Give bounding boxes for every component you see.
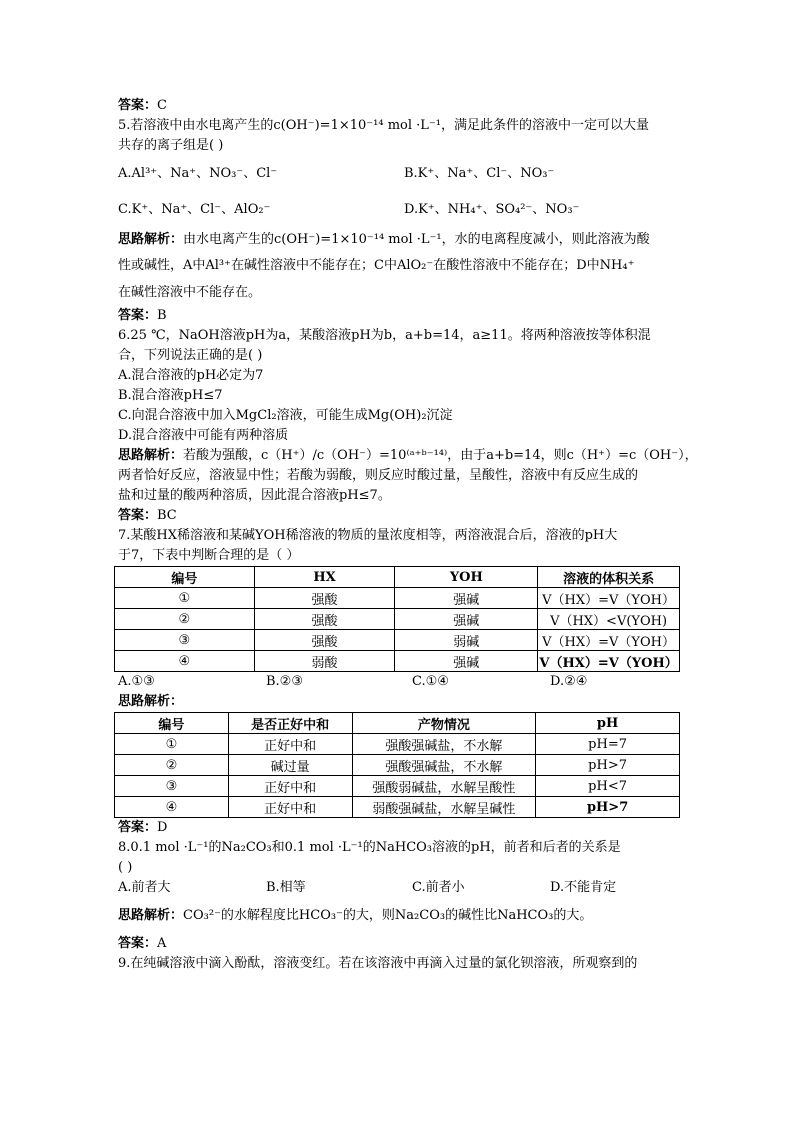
- q7-option-b: B.②③: [266, 674, 303, 689]
- q5-option-d: D.K⁺、NH₄⁺、SO₄²⁻、NO₃⁻: [404, 202, 580, 217]
- table1-cell: V（HX）=V（YOH）: [538, 651, 680, 672]
- q5-stem-line1: 5.若溶液中由水电离产生的c(OH⁻)=1×10⁻¹⁴ mol ·L⁻¹，满足此条件的溶液中一定可以大量: [118, 118, 649, 133]
- q7-option-a: A.①③: [118, 674, 155, 689]
- q7-stem-line1: 7.某酸HX稀溶液和某碱YOH稀溶液的物质的量浓度相等，两溶液混合后，溶液的pH大: [118, 528, 618, 543]
- q7-answer: 答案：D: [118, 820, 168, 835]
- table1-cell: V（HX）=V（YOH）: [538, 588, 680, 609]
- q8-option-c: C.前者小: [412, 880, 465, 895]
- table1-cell: 弱碱: [395, 630, 538, 651]
- table-row: [115, 734, 680, 755]
- table2-cell: 正好中和: [228, 734, 352, 755]
- q7-table2: [114, 712, 680, 818]
- table1-header-cell: 溶液的体积关系: [538, 567, 680, 588]
- q6-analysis-line3: 盐和过量的酸两种溶质，因此混合溶液pH≤7。: [118, 488, 391, 503]
- table2-header-cell: 编号: [115, 713, 229, 734]
- q7-stem-line2: 于7，下表中判断合理的是（ ）: [118, 548, 300, 563]
- table1-cell: ②: [115, 609, 255, 630]
- table2-cell: ③: [115, 776, 229, 797]
- table2-header-cell: 是否正好中和: [228, 713, 352, 734]
- table1-cell: 强酸: [254, 630, 395, 651]
- q5-analysis-line1: 思路解析：由水电离产生的c(OH⁻)=1×10⁻¹⁴ mol ·L⁻¹，水的电离程度减小，则此溶液为酸: [118, 232, 650, 247]
- q8-option-a: A.前者大: [118, 880, 171, 895]
- q8-analysis-line1: 思路解析：CO₃²⁻的水解程度比HCO₃⁻的大，则Na₂CO₃的碱性比NaHCO₃的大。: [118, 908, 593, 923]
- table2-cell: 强酸弱碱盐，水解呈酸性: [352, 776, 536, 797]
- table2-cell: ①: [115, 734, 229, 755]
- table1-header-row: [115, 567, 680, 588]
- q6-option-c: C.向混合溶液中加入MgCl₂溶液，可能生成Mg(OH)₂沉淀: [118, 408, 453, 423]
- table1-cell: ①: [115, 588, 255, 609]
- table2-header-cell: 产物情况: [352, 713, 536, 734]
- table1-cell: 强碱: [395, 609, 538, 630]
- table2-cell: pH<7: [536, 776, 680, 797]
- q6-stem-line1: 6.25 ℃，NaOH溶液pH为a，某酸溶液pH为b，a+b=14，a≥11。将两种溶液按等体积混: [118, 328, 651, 343]
- q5-option-c: C.K⁺、Na⁺、Cl⁻、AlO₂⁻: [118, 202, 271, 217]
- q6-analysis-line1: 思路解析：若酸为强酸，c（H⁺）/c（OH⁻）=10⁽ᵃ⁺ᵇ⁻¹⁴⁾，由于a+b=14，则c（H⁺）=c（OH⁻），: [118, 448, 698, 463]
- document-page: [118, 96, 698, 974]
- table2-header-cell: pH: [536, 713, 680, 734]
- table2-cell: pH>7: [536, 797, 680, 818]
- table1-cell: 弱酸: [254, 651, 395, 672]
- table-row: [115, 588, 680, 609]
- table2-cell: 碱过量: [228, 755, 352, 776]
- table2-cell: pH=7: [536, 734, 680, 755]
- q5-analysis-line2: 性或碱性，A中Al³⁺在碱性溶液中不能存在；C中AlO₂⁻在酸性溶液中不能存在；D中NH₄⁺: [118, 258, 635, 273]
- q5-answer: 答案：B: [118, 308, 167, 323]
- table1-cell: 强碱: [395, 651, 538, 672]
- table1-cell: V（HX）=V（YOH）: [538, 630, 680, 651]
- table2-cell: 强酸强碱盐，不水解: [352, 755, 536, 776]
- table1-cell: 强碱: [395, 588, 538, 609]
- table2-cell: 正好中和: [228, 797, 352, 818]
- q5-stem-line2: 共存的离子组是( ): [118, 138, 224, 153]
- q7-analysis-label: 思路解析：: [118, 694, 184, 709]
- table1-cell: 强酸: [254, 588, 395, 609]
- q6-stem-line2: 合，下列说法正确的是( ): [118, 348, 263, 363]
- table1-header-cell: YOH: [395, 567, 538, 588]
- q4-answer: 答案：C: [118, 98, 167, 113]
- table-row: [115, 651, 680, 672]
- q8-answer: 答案：A: [118, 936, 167, 951]
- table2-cell: ④: [115, 797, 229, 818]
- table1-cell: V（HX）<V(YOH): [538, 609, 680, 630]
- table2-cell: pH>7: [536, 755, 680, 776]
- q8-stem-line2: ( ): [118, 860, 133, 875]
- q5-options-row2: [118, 200, 682, 220]
- table-row: [115, 630, 680, 651]
- table2-header-row: [115, 713, 680, 734]
- table1-header-cell: 编号: [115, 567, 255, 588]
- q7-option-d: D.②④: [550, 674, 588, 689]
- q8-option-b: B.相等: [266, 880, 306, 895]
- table-row: [115, 776, 680, 797]
- q6-answer: 答案：BC: [118, 508, 177, 523]
- q6-option-d: D.混合溶液中可能有两种溶质: [118, 428, 289, 443]
- table1-cell: ③: [115, 630, 255, 651]
- table-row: [115, 609, 680, 630]
- table2-cell: 正好中和: [228, 776, 352, 797]
- q5-option-b: B.K⁺、Na⁺、Cl⁻、NO₃⁻: [404, 166, 555, 181]
- q6-option-a: A.混合溶液的pH必定为7: [118, 368, 264, 383]
- table-row: [115, 797, 680, 818]
- q6-analysis-line2: 两者恰好反应，溶液显中性；若酸为弱酸，则反应时酸过量，呈酸性，溶液中有反应生成的: [118, 468, 639, 483]
- table2-cell: ②: [115, 755, 229, 776]
- q5-option-a: A.Al³⁺、Na⁺、NO₃⁻、Cl⁻: [118, 166, 278, 181]
- q5-analysis-line3: 在碱性溶液中不能存在。: [118, 285, 262, 300]
- q7-options-row: [118, 672, 682, 692]
- q5-options-row1: [118, 164, 682, 184]
- table1-header-cell: HX: [254, 567, 395, 588]
- q7-table1: [114, 566, 680, 672]
- q8-stem-line1: 8.0.1 mol ·L⁻¹的Na₂CO₃和0.1 mol ·L⁻¹的NaHCO₃溶液的pH，前者和后者的关系是: [118, 840, 621, 855]
- q8-option-d: D.不能肯定: [550, 880, 617, 895]
- table1-cell: 强酸: [254, 609, 395, 630]
- q9-stem-line1: 9.在纯碱溶液中滴入酚酞，溶液变红。若在该溶液中再滴入过量的氯化钡溶液，所观察到的: [118, 956, 638, 971]
- table1-cell: ④: [115, 651, 255, 672]
- q7-option-c: C.①④: [412, 674, 449, 689]
- q8-options-row: [118, 878, 682, 898]
- table2-cell: 强酸强碱盐，不水解: [352, 734, 536, 755]
- q6-option-b: B.混合溶液pH≤7: [118, 388, 223, 403]
- table-row: [115, 755, 680, 776]
- table2-cell: 弱酸强碱盐，水解呈碱性: [352, 797, 536, 818]
